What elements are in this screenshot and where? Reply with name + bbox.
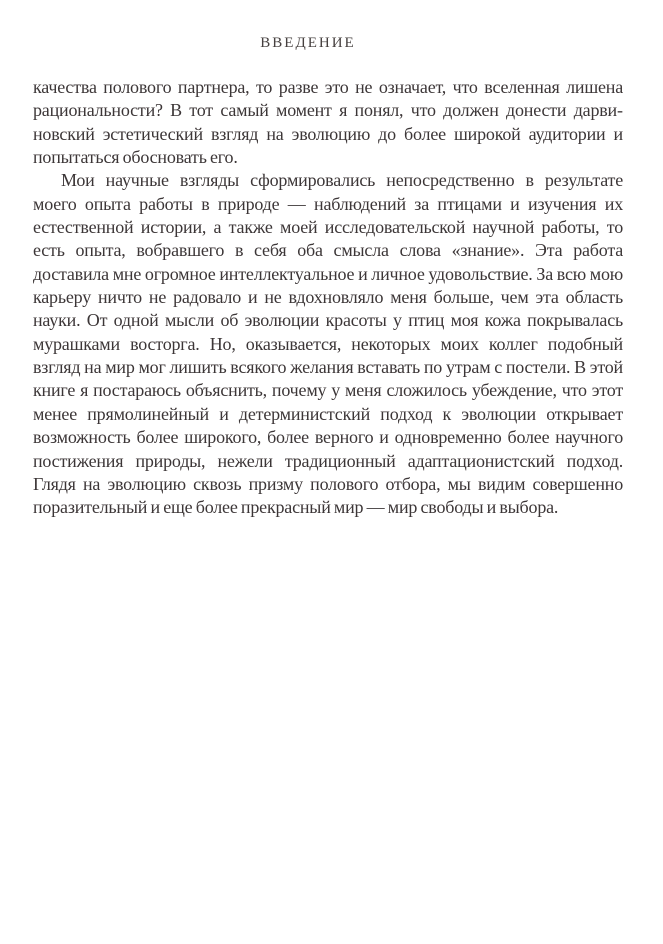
paragraph-continuation: качества полового партнера, то разве это не означает, что вселенная лишена рациональности? В тот самый момент я понял, что должен донести дарвиновский эстетический взгляд на эволюцию до более широкой аудитории и попытаться обосновать его. — [33, 77, 623, 168]
paragraph: Мои научные взгляды сформировались непосредственно в результате моего опыта работы в природе — наблюдений за птицами и изучения их естественной истории, а также моей исследовательской научной работы, то есть опыта, вобравшего в себя оба смысла слова «знание». Эта работа доставила мне огромное интеллектуальное и личное удовольствие. За всю мою карьеру ничто не радовало и не вдохновляло меня больше, чем эта область науки. От одной мысли об эволюции красоты у птиц моя кожа покрывалась мурашками восторга. Но, оказывается, некоторых моих коллег подобный взгляд на мир мог лишить всякого желания вставать по утрам с постели. В этой книге я постараюсь объяснить, почему у меня сложилось убеждение, что этот менее прямолинейный и детерминистский подход к эволюции открывает возможность более широкого, более верного и одновременно более научного постижения природы, нежели традиционный адаптационистский подход. Глядя на эволюцию сквозь призму полового отбора, мы видим совершенно поразительный и еще более прекрасный мир — мир свободы и выбора. — [33, 170, 623, 518]
chapter-running-head: ВВЕДЕНИЕ — [260, 35, 356, 51]
page-body — [33, 76, 623, 520]
